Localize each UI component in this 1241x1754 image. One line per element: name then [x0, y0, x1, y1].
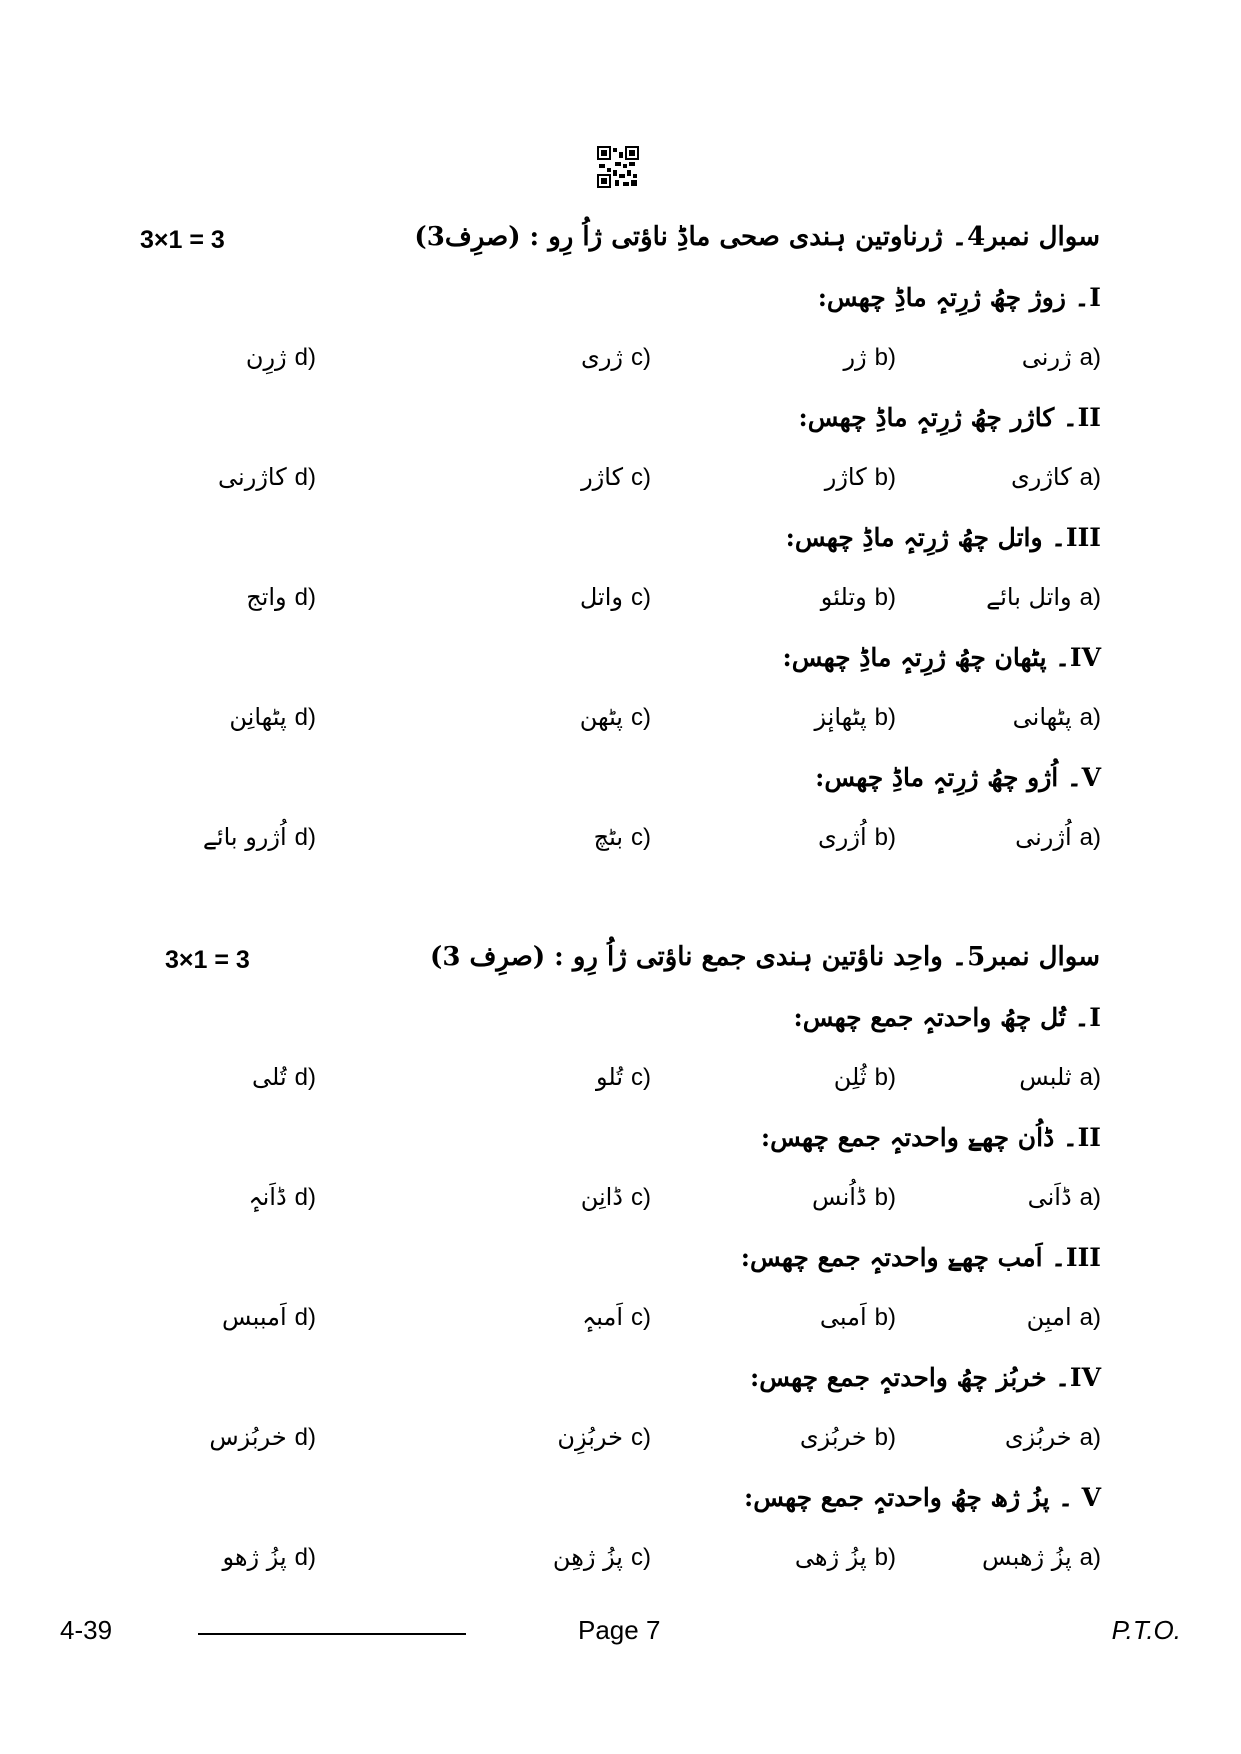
q4-item-4-prompt: IV۔ پٹھان چھُ ژرِتہٕ ماڈِ چھس: — [782, 643, 1101, 672]
q5-item-4-prompt: IV۔ خربُز چھُ واحدتہٕ جمع چھس: — [749, 1363, 1101, 1392]
q4-item-5-option-d: اُژرو بائے d) — [202, 823, 316, 851]
q5-item-3-option-a: امبِن a) — [1026, 1303, 1101, 1331]
q4-item-1-option-a: ژرنی a) — [1021, 343, 1101, 371]
q5-item-5-option-d: پزُ ژھو d) — [222, 1543, 316, 1571]
q5-item-3-option-b: اَمبی b) — [819, 1303, 896, 1331]
q4-item-5-option-c: بٹچ c) — [593, 823, 651, 851]
q4-item-4-option-d: پٹھانِن d) — [229, 703, 316, 731]
q4-item-1-option-c: ژری c) — [581, 343, 651, 371]
qr-code-icon — [597, 146, 639, 188]
q5-item-1-prompt: I۔ تُل چھُ واحدتہٕ جمع چھس: — [793, 1003, 1101, 1032]
q4-item-2-prompt: II۔ کاژر چھُ ژرِتہٕ ماڈِ چھس: — [798, 403, 1101, 432]
q4-item-1-prompt: I۔ زوژ چھُ ژرِتہٕ ماڈِ چھس: — [817, 283, 1101, 312]
pto-label: P.T.O. — [1111, 1615, 1181, 1645]
question-5-title: سوال نمبر5۔ واحِد ناؤتین ہندی جمع ناؤتی ژاُ رِو : (صرِف 3) — [430, 942, 1100, 972]
q5-item-4-option-b: خربُزی b) — [799, 1423, 896, 1451]
q5-item-5-option-b: پزُ ژھی b) — [794, 1543, 896, 1571]
q4-item-2-option-b: کاژر b) — [824, 463, 896, 491]
question-4-header — [140, 222, 1100, 266]
q4-item-4-option-b: پٹھانٕز b) — [814, 703, 896, 731]
question-5-header — [140, 942, 1100, 986]
q5-item-1-option-d: تُلی d) — [252, 1063, 316, 1091]
q5-item-3-option-c: اَمبہٕ c) — [582, 1303, 651, 1331]
q4-item-2-option-a: کاژری a) — [1010, 463, 1101, 491]
q5-item-4-option-a: خربُزی a) — [1004, 1423, 1101, 1451]
q5-item-1-option-c: تُلو c) — [595, 1063, 651, 1091]
q5-item-3-option-d: اَمببس d) — [222, 1303, 316, 1331]
q4-item-1-option-b: ژر b) — [843, 343, 896, 371]
footer-divider — [198, 1633, 466, 1635]
q5-item-2-option-d: ڈاَنہٕ d) — [248, 1183, 316, 1211]
q5-item-5-option-c: پزُ ژھِن c) — [552, 1543, 651, 1571]
paper-code: 4-39 — [60, 1615, 113, 1645]
question-4-marks: 3×1 = 3 — [140, 226, 225, 254]
q4-item-3-option-d: واتج d) — [246, 583, 316, 611]
q5-item-1-option-a: ثلبس a) — [1019, 1063, 1101, 1091]
q4-item-4-option-c: پٹھن c) — [579, 703, 651, 731]
q5-item-5-option-a: پزُ ژھبس a) — [982, 1543, 1101, 1571]
q4-item-3-option-c: واتل c) — [579, 583, 651, 611]
q5-item-2-prompt: II۔ ڈاُن چھےٚ واحدتہٕ جمع چھس: — [760, 1123, 1101, 1152]
q4-item-3-option-a: واتل بائے a) — [986, 583, 1101, 611]
q4-item-3-prompt: III۔ واتل چھُ ژرِتہٕ ماڈِ چھس: — [785, 523, 1101, 552]
q5-item-5-prompt: V ۔ پزُ ژھ چھُ واحدتہٕ جمع چھس: — [743, 1483, 1101, 1512]
question-5-marks: 3×1 = 3 — [165, 946, 250, 974]
q5-item-1-option-b: ثُلِن b) — [833, 1063, 896, 1091]
q5-item-4-option-d: خربُزس d) — [209, 1423, 316, 1451]
q4-item-2-option-c: کاژر c) — [581, 463, 651, 491]
q4-item-5-prompt: V۔ اُژو چھُ ژرِتہٕ ماڈِ چھس: — [815, 763, 1101, 792]
q4-item-3-option-b: وتلئو b) — [820, 583, 896, 611]
q5-item-2-option-c: ڈانِن c) — [580, 1183, 651, 1211]
q5-item-2-option-b: ڈاُنس b) — [812, 1183, 896, 1211]
q4-item-1-option-d: ژرِن d) — [245, 343, 316, 371]
q5-item-3-prompt: III۔ اَمب چھےٚ واحدتہٕ جمع چھس: — [740, 1243, 1101, 1272]
q4-item-5-option-a: اُژرنی a) — [1015, 823, 1101, 851]
q5-item-4-option-c: خربُزِن c) — [557, 1423, 651, 1451]
page-number: Page 7 — [578, 1615, 661, 1645]
q4-item-5-option-b: اُژری b) — [818, 823, 896, 851]
question-4-title: سوال نمبر4۔ ژرناوتین ہندی صحی ماڈِ ناؤتی ژاُ رِو : (صرِف3) — [414, 222, 1100, 252]
q5-item-2-option-a: ڈاَنی a) — [1027, 1183, 1101, 1211]
q4-item-4-option-a: پٹھانی a) — [1012, 703, 1101, 731]
q4-item-2-option-d: کاژرنی d) — [218, 463, 316, 491]
